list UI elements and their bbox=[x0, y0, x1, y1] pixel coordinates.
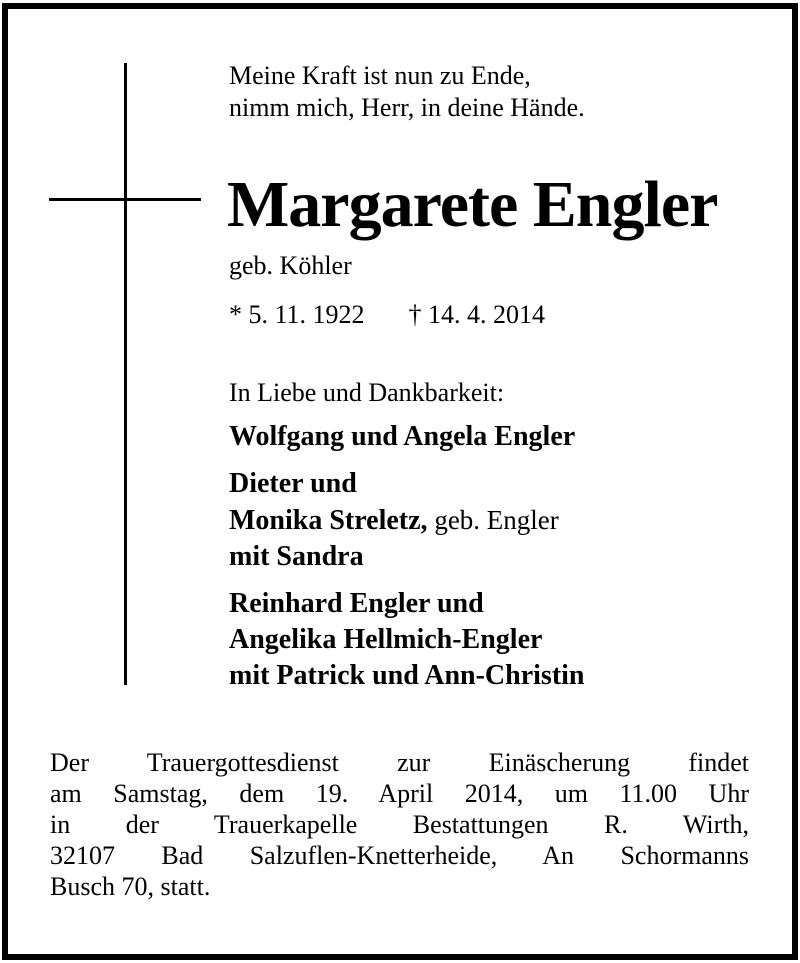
deceased-name: Margarete Engler bbox=[227, 168, 718, 241]
notice-line-4: 32107 Bad Salzuflen-Knetterheide, An Schormanns bbox=[50, 841, 749, 870]
verse-line-2: nimm mich, Herr, in deine Hände. bbox=[229, 93, 585, 122]
funeral-notice bbox=[50, 747, 749, 902]
family-2-line-2 bbox=[229, 502, 559, 539]
cross-icon-horizontal-bar bbox=[49, 198, 201, 201]
birth-date: * 5. 11. 1922 bbox=[229, 300, 365, 329]
verse-line-1: Meine Kraft ist nun zu Ende, bbox=[229, 61, 531, 90]
family-2-nee: geb. Engler bbox=[427, 505, 559, 535]
maiden-name: geb. Köhler bbox=[229, 251, 352, 280]
family-3-line-2: Angelika Hellmich-Engler bbox=[229, 624, 543, 655]
verse bbox=[229, 60, 585, 124]
life-dates bbox=[229, 299, 545, 331]
notice-line-2: am Samstag, dem 19. April 2014, um 11.00 Uhr bbox=[50, 779, 749, 808]
family-2-name-bold: Monika Streletz, bbox=[229, 505, 428, 536]
notice-line-1: Der Trauergottesdienst zur Einäscherung findet bbox=[50, 748, 749, 777]
notice-line-5: Busch 70, statt. bbox=[50, 872, 211, 901]
family-3-line-3: mit Patrick und Ann-Christin bbox=[229, 660, 585, 691]
death-date: † 14. 4. 2014 bbox=[408, 300, 546, 329]
family-group-1 bbox=[229, 419, 575, 455]
mourners-intro: In Liebe und Dankbarkeit: bbox=[229, 378, 505, 407]
family-group-2 bbox=[229, 466, 559, 575]
cross-icon-vertical-bar bbox=[124, 63, 127, 685]
notice-line-3: in der Trauerkapelle Bestattungen R. Wirth, bbox=[50, 810, 749, 839]
family-3-line-1: Reinhard Engler und bbox=[229, 588, 484, 619]
family-1-line-1: Wolfgang und Angela Engler bbox=[229, 421, 576, 452]
family-2-line-3: mit Sandra bbox=[229, 541, 364, 572]
family-group-3 bbox=[229, 586, 585, 694]
family-2-line-1: Dieter und bbox=[229, 468, 357, 499]
